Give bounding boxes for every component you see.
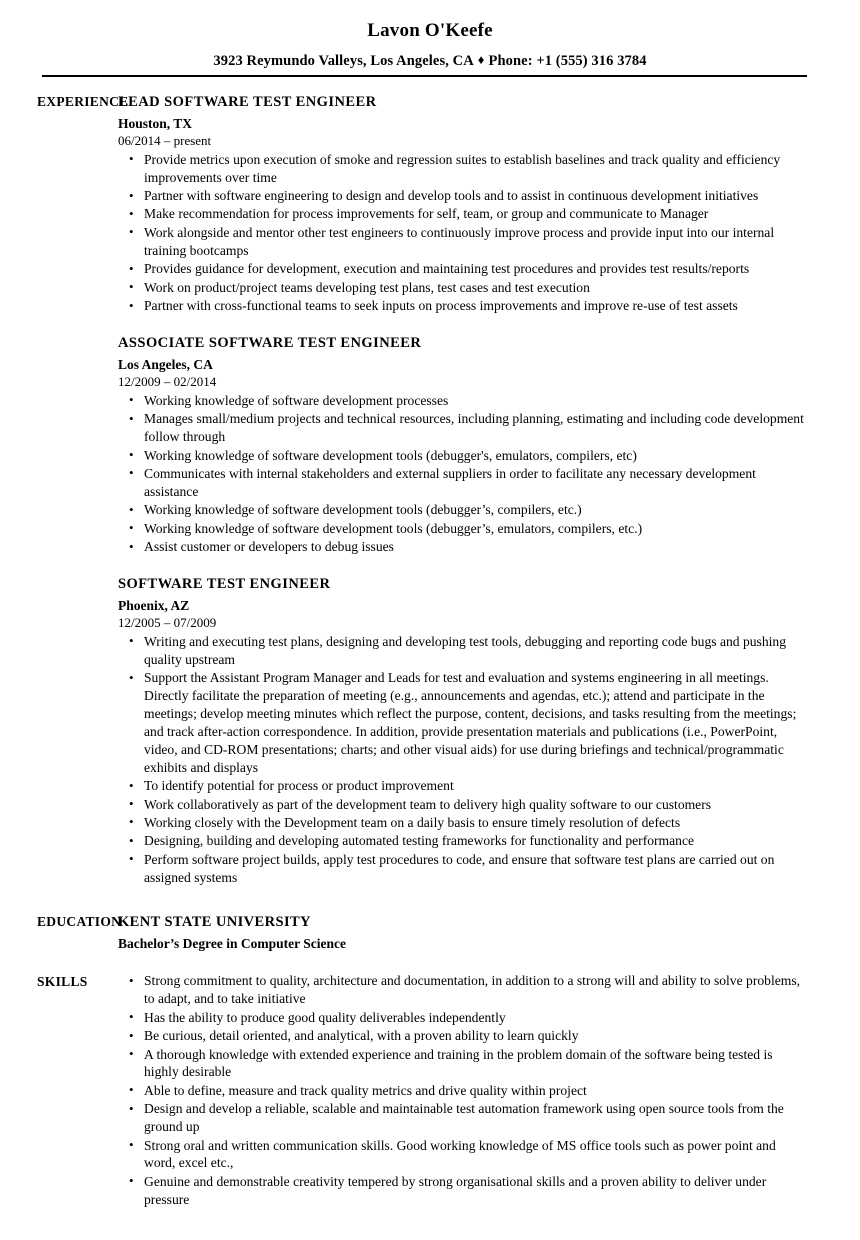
- job-title: ASSOCIATE SOFTWARE TEST ENGINEER: [118, 334, 422, 351]
- education-degree: Bachelor’s Degree in Computer Science: [118, 935, 346, 951]
- job-title: SOFTWARE TEST ENGINEER: [118, 575, 331, 592]
- candidate-phone: Phone: +1 (555) 316 3784: [488, 52, 647, 69]
- job-bullet: • Perform software project builds, apply test procedures to code, and ensure that software test plans are carried out on assigned systems: [118, 851, 810, 887]
- skill-bullet: • Design and develop a reliable, scalable and maintainable test automation framework using open source tools from the ground up: [118, 1100, 810, 1136]
- contact-line: [0, 53, 860, 70]
- job-bullet: • Working knowledge of software development tools (debugger's, emulators, compilers, etc): [118, 447, 810, 465]
- job-location: Phoenix, AZ: [118, 598, 190, 614]
- job-entry: [118, 334, 810, 556]
- skills-body: [118, 972, 860, 1209]
- job-bullet: • Communicates with internal stakeholders and external suppliers in order to facilitate any necessary development assistance: [118, 465, 810, 501]
- job-bullet: • Partner with cross-functional teams to seek inputs on process improvements and improve re-use of test assets: [118, 297, 810, 315]
- skill-bullet: • Genuine and demonstrable creativity tempered by strong organisational skills and a proven ability to deliver under pressure: [118, 1173, 810, 1209]
- job-bullet: • Work on product/project teams developing test plans, test cases and test execution: [118, 279, 810, 297]
- section-label-experience: EXPERIENCE: [37, 93, 129, 109]
- job-bullet: • Manages small/medium projects and technical resources, including planning, estimating and including code development follow through: [118, 410, 810, 446]
- job-bullet: • Work alongside and mentor other test engineers to continuously improve process and provide input into our internal training bootcamps: [118, 224, 810, 260]
- skills-bullet-list: [118, 972, 810, 1208]
- job-title: LEAD SOFTWARE TEST ENGINEER: [118, 93, 377, 110]
- job-dates: 12/2009 – 02/2014: [118, 374, 217, 390]
- resume-header: [0, 0, 860, 77]
- job-bullet: • Partner with software engineering to design and develop tools and to assist in continuous development initiatives: [118, 187, 810, 205]
- skill-bullet: • Has the ability to produce good quality deliverables independently: [118, 1009, 810, 1027]
- job-bullet: • Make recommendation for process improvements for self, team, or group and communicate to Manager: [118, 205, 810, 223]
- job-bullet: • Support the Assistant Program Manager and Leads for test and evaluation and systems engineering in all meetings. Directly facilitate the preparation of meeting (e.g., announcements and agendas, etc.); attend and participate in the meetings; develop meeting minutes which reflect the purpose, content, decisions, and tasks resulting from the meetings; and track after-action correspondence. In addition, provide presentation materials and publications (i.e., PowerPoint, video, and CD-ROM presentations; charts; and other visual aids) for use during briefings and technical/programmatic exhibits and displays: [118, 669, 810, 776]
- job-dates: 06/2014 – present: [118, 133, 212, 149]
- skill-bullet: • A thorough knowledge with extended experience and training in the problem domain of the software being tested is highly desirable: [118, 1046, 810, 1082]
- job-bullet: • Working knowledge of software development tools (debugger’s, compilers, etc.): [118, 501, 810, 519]
- skill-bullet: • Able to define, measure and track quality metrics and drive quality within project: [118, 1082, 810, 1100]
- education-section: [0, 913, 860, 952]
- job-entry: [118, 575, 810, 887]
- candidate-address: 3923 Reymundo Valleys, Los Angeles, CA: [213, 52, 474, 69]
- skill-bullet: • Strong commitment to quality, architecture and documentation, in addition to a strong will and ability to solve problems, to adapt, and to take initiative: [118, 972, 810, 1008]
- education-school: KENT STATE UNIVERSITY: [118, 913, 311, 930]
- section-label-education: EDUCATION: [37, 913, 122, 929]
- job-bullet: • Provides guidance for development, execution and maintaining test procedures and provides test results/reports: [118, 260, 810, 278]
- job-dates: 12/2005 – 07/2009: [118, 615, 217, 631]
- skill-bullet: • Be curious, detail oriented, and analytical, with a proven ability to learn quickly: [118, 1027, 810, 1045]
- skill-bullet: • Strong oral and written communication skills. Good working knowledge of MS office tools such as power point and word, excel etc.,: [118, 1137, 810, 1173]
- diamond-separator-icon: ♦: [477, 51, 485, 67]
- job-bullet: • Working closely with the Development team on a daily basis to ensure timely resolution of defects: [118, 814, 810, 832]
- job-entry: [118, 93, 810, 315]
- experience-section: [0, 93, 860, 887]
- job-bullet: • Working knowledge of software development tools (debugger’s, emulators, compilers, etc.): [118, 520, 810, 538]
- job-bullet: • Work collaboratively as part of the development team to delivery high quality software to our customers: [118, 796, 810, 814]
- section-label-skills: SKILLS: [37, 973, 88, 989]
- job-bullet: • To identify potential for process or product improvement: [118, 777, 810, 795]
- job-location: Houston, TX: [118, 115, 193, 131]
- job-bullet-list: [118, 633, 810, 887]
- job-bullet: • Working knowledge of software development processes: [118, 392, 810, 410]
- job-bullet: • Designing, building and developing automated testing frameworks for functionality and performance: [118, 832, 810, 850]
- candidate-name: Lavon O'Keefe: [367, 20, 493, 41]
- skills-section: [0, 972, 860, 1209]
- header-divider: [42, 75, 807, 77]
- job-bullet: • Provide metrics upon execution of smoke and regression suites to establish baselines and track quality and efficiency improvements over time: [118, 151, 810, 187]
- experience-body: [118, 93, 860, 887]
- job-bullet-list: [118, 392, 810, 556]
- education-body: [118, 913, 860, 952]
- job-bullet: • Writing and executing test plans, designing and developing test tools, debugging and reporting code bugs and pushing quality upstream: [118, 633, 810, 669]
- job-bullet-list: [118, 151, 810, 315]
- job-location: Los Angeles, CA: [118, 357, 213, 373]
- job-bullet: • Assist customer or developers to debug issues: [118, 538, 810, 556]
